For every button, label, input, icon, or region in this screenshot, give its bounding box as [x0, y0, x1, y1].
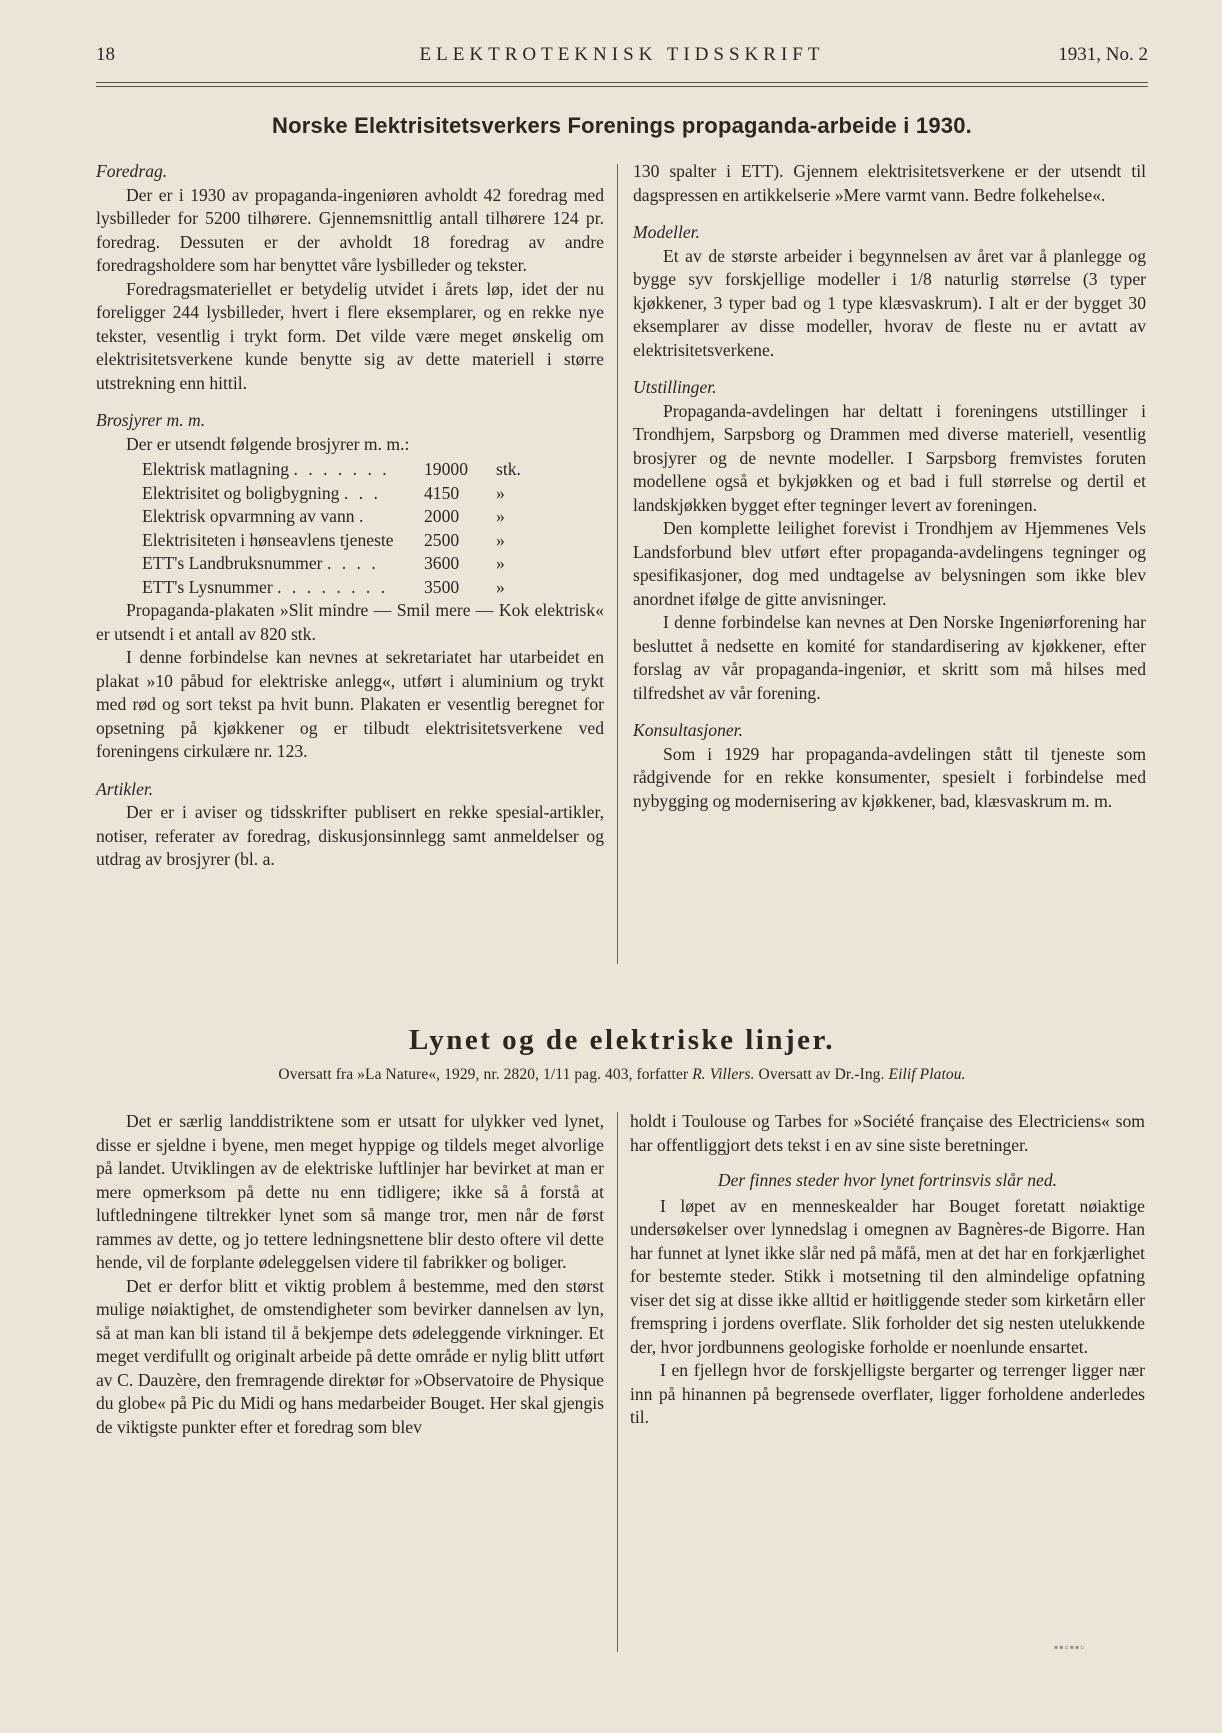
leader-dots: . . . [343, 482, 381, 503]
artikler-paragraph-continued: 130 spalter i ETT). Gjennem elektrisitetsverkene er der utsendt til dagspressen en artikkelserie »Mere varmt vann. Bedre folkehelse«. [633, 161, 1146, 205]
foredrag-paragraph-2: Foredragsmateriellet er betydelig utvidet i årets løp, idet der nu foreligger 244 lysbilleder, hvert i flere eksemplarer, og en rekke nye tekster, vesentlig i trykt form. Det vilde være meget ønskelig om elektrisitetsverkene kunde benytte sig av dette materiell i større utstrekning enn hittil. [96, 278, 604, 393]
brosjyrer-paragraph-1: Propaganda-plakaten »Slit mindre — Smil mere — Kok elektrisk« er utsendt i et antall av 820 stk. [96, 600, 604, 644]
brochure-unit: » [496, 506, 505, 526]
brochure-row [142, 505, 604, 529]
header-rule-bottom [96, 86, 1148, 87]
leader-dots: . . . . . . . [293, 459, 390, 479]
library-stamp-mark: ▪▪▫▪▪▫ [1054, 1640, 1086, 1654]
section-heading-brosjyrer: Brosjyrer m. m. [96, 410, 206, 430]
article2-title: Lynet og de elektriske linjer. [409, 1024, 835, 1056]
article2-column-right [630, 1110, 1145, 1430]
article1-title: Norske Elektrisitetsverkers Forenings propaganda-arbeide i 1930. [272, 113, 972, 138]
brochure-unit: stk. [496, 459, 521, 479]
column-divider [617, 164, 618, 964]
section-heading-foredrag: Foredrag. [96, 161, 168, 181]
article1-column-right [633, 160, 1146, 813]
section-heading-konsultasjoner: Konsultasjoner. [633, 720, 743, 740]
lynet-subheading: Der finnes steder hvor lynet fortrinsvis slår ned. [717, 1170, 1058, 1190]
brochure-row [142, 458, 604, 482]
brochure-name: ETT's Lysnummer [142, 576, 273, 597]
brochure-unit: » [496, 553, 505, 573]
section-heading-modeller: Modeller. [633, 222, 700, 242]
brochure-row [142, 576, 604, 600]
leader-dots: . [358, 506, 367, 526]
lynet-paragraph-2-continued: holdt i Toulouse og Tarbes for »Société française des Electriciens« som har offentliggjort dets tekst i en av sine siste beretninger. [630, 1111, 1145, 1155]
lynet-paragraph-2: Det er derfor blitt et viktig problem å bestemme, med den størst mulige nøiaktighet, de omstendigheter som bevirker dannelsen av lyn, så at man kan bli istand til å bekjempe dets ødeleggende virkninger. Et meget verdifullt og originalt arbeide på dette område er nylig blitt utført av C. Dauzère, den fremragende direktør for »Observatoire de Physique du globe« på Pic du Midi og hans medarbeider Bouget. Her skal gjengis de viktigste punkter efter et foredrag som blev [96, 1275, 604, 1437]
running-header [96, 44, 1148, 74]
column-divider [617, 1112, 618, 1652]
brosjyrer-intro: Der er utsendt følgende brosjyrer m. m.: [126, 433, 410, 454]
lynet-paragraph-3: I løpet av en menneskealder har Bouget foretatt nøiaktige undersøkelser over lynnedslag i omegnen av Bagnères-de Bigorre. Han har funnet at lynet ikke slår ned på måfå, men at det har en forkjærlighet for bestemte steder. Stikk i motsetning til den almindelige opfatning viser det sig at disse ikke alltid er høitliggende steder som kirketårn eller fremspring i jordens overflate. Slik forholder det sig nesten utelukkende der, hvor jordbunnens geologiske forholde er noenlunde ensartet. [630, 1195, 1145, 1357]
brochure-name: ETT's Landbruksnummer [142, 553, 323, 573]
page-number: 18 [96, 44, 115, 65]
brochure-quantity: 3500 [424, 576, 460, 597]
brochure-row [142, 529, 604, 553]
article2-byline [96, 1066, 1148, 1084]
brochure-row [142, 552, 604, 576]
lynet-paragraph-1: Det er særlig landdistriktene som er utsatt for ulykker ved lynet, disse er sjeldne i byene, men meget hyppige og tildels meget alvorlige på landet. Utviklingen av de elektriske luftlinjer har bevirket at man er mere opmerksom på dette nu enn tidligere; ikke så å forstå at luftledningene tiltrekker lynet som så mange tror, men når de først rammes av dette, og jo tettere ledningsnettene blir desto oftere vil dette hende, vil de forplante ødeleggelsen videre til fabrikker og boliger. [96, 1111, 604, 1272]
brochure-name: Elektrisk matlagning [142, 459, 290, 479]
byline-translator: Eilif Platou. [888, 1066, 966, 1083]
brochure-quantity: 3600 [424, 553, 460, 573]
journal-title: ELEKTROTEKNISK TIDSSKRIFT [419, 44, 825, 65]
artikler-paragraph-1: Der er i aviser og tidsskrifter publisert en rekke spesial-artikler, notiser, referater av foredrag, diskusjonsinnlegg samt anmeldelser og utdrag av brosjyrer (bl. a. [96, 802, 604, 869]
modeller-paragraph-1: Et av de største arbeider i begynnelsen av året var å planlegge og bygge syv forskjellige modeller i 1/8 naturlig størrelse (3 typer kjøkkener, 3 typer bad og 1 type klæsvaskrum). I alt er der bygget 30 eksemplarer av disse modeller, hvorav de fleste nu er avtatt av elektrisitetsverkene. [633, 245, 1146, 360]
utstillinger-paragraph-1: Propaganda-avdelingen har deltatt i foreningens utstillinger i Trondhjem, Sarpsborg og Drammen med diverse materiell, vesentlig brosjyrer og de nevnte modeller. I Sarpsborg fremvistes foruten modellene også et bykjøkken og et bad i full størrelse og dertil et landskjøkken bygget efter tegninger levert av foreningen. [633, 400, 1146, 515]
lynet-paragraph-4: I en fjellegn hvor de forskjelligste bergarter og terrenger ligger nær inn på hinannen på begrensede overflater, ligger forholdene anderledes til. [630, 1360, 1145, 1427]
section-heading-utstillinger: Utstillinger. [633, 377, 717, 397]
article1-column-left [96, 160, 604, 872]
header-rule-top [96, 82, 1148, 83]
brochure-name: Elektrisk opvarmning av vann [142, 506, 355, 526]
leader-dots: . . . . . . . . [277, 576, 389, 597]
byline-source: Oversatt fra »La Nature«, 1929, nr. 2820, 1/11 pag. 403, forfatter [278, 1066, 689, 1083]
utstillinger-paragraph-2: Den komplette leilighet forevist i Trondhjem av Hjemmenes Vels Landsforbund blev utført efter propaganda-avdelingens tegninger og spesifikasjoner, dog med undtagelse av belysningen som ikke blev anordnet ifølge de gitte anvisninger. [633, 518, 1146, 609]
brochure-name: Elektrisiteten i hønseavlens tjeneste [142, 529, 394, 550]
leader-dots: . . . . [326, 553, 379, 573]
brochure-unit: » [496, 576, 505, 597]
brochure-quantity: 2000 [424, 506, 460, 526]
brochure-row [142, 482, 604, 506]
issue-number: 1931, No. 2 [1058, 44, 1148, 65]
article2-column-left [96, 1110, 604, 1439]
foredrag-paragraph-1: Der er i 1930 av propaganda-ingeniøren avholdt 42 foredrag med lysbilleder for 5200 tilhørere. Gjennemsnittlig antall tilhørere 124 pr. foredrag. Dessuten er der avholdt 18 foredrag av andre foredragsholdere som har benyttet våre lysbilleder og tekster. [96, 184, 604, 275]
brochure-quantity: 19000 [424, 459, 468, 479]
brochure-list [142, 458, 604, 599]
brochure-quantity: 2500 [424, 529, 460, 550]
byline-author: R. Villers. [692, 1066, 755, 1083]
byline-translated-by: Oversatt av Dr.-Ing. [758, 1066, 885, 1083]
brochure-unit: » [496, 529, 505, 550]
brochure-unit: » [496, 482, 505, 503]
brochure-name: Elektrisitet og boligbygning [142, 482, 340, 503]
utstillinger-paragraph-3: I denne forbindelse kan nevnes at Den Norske Ingeniørforening har besluttet å nedsette en komité for standardisering av kjøkkener, efter forslag av vår propaganda-ingeniør, et skritt som må hilses med tilfredshet av vår forening. [633, 612, 1146, 703]
section-heading-artikler: Artikler. [96, 778, 154, 799]
brosjyrer-paragraph-2: I denne forbindelse kan nevnes at sekretariatet har utarbeidet en plakat »10 påbud for elektriske anlegg«, utført i aluminium og trykt med rød og sort tekst pa hvit bunn. Plakaten er vesentlig beregnet for opsetning på kjøkkener og er tilbudt elektrisitetsverkene ved foreningens cirkulære nr. 123. [96, 647, 604, 761]
konsultasjoner-paragraph-1: Som i 1929 har propaganda-avdelingen stått til tjeneste som rådgivende for en rekke konsumenter, spesielt i forbindelse med nybygging og modernisering av kjøkkener, bad, klæsvaskrum m. m. [633, 743, 1146, 811]
brochure-quantity: 4150 [424, 482, 460, 503]
